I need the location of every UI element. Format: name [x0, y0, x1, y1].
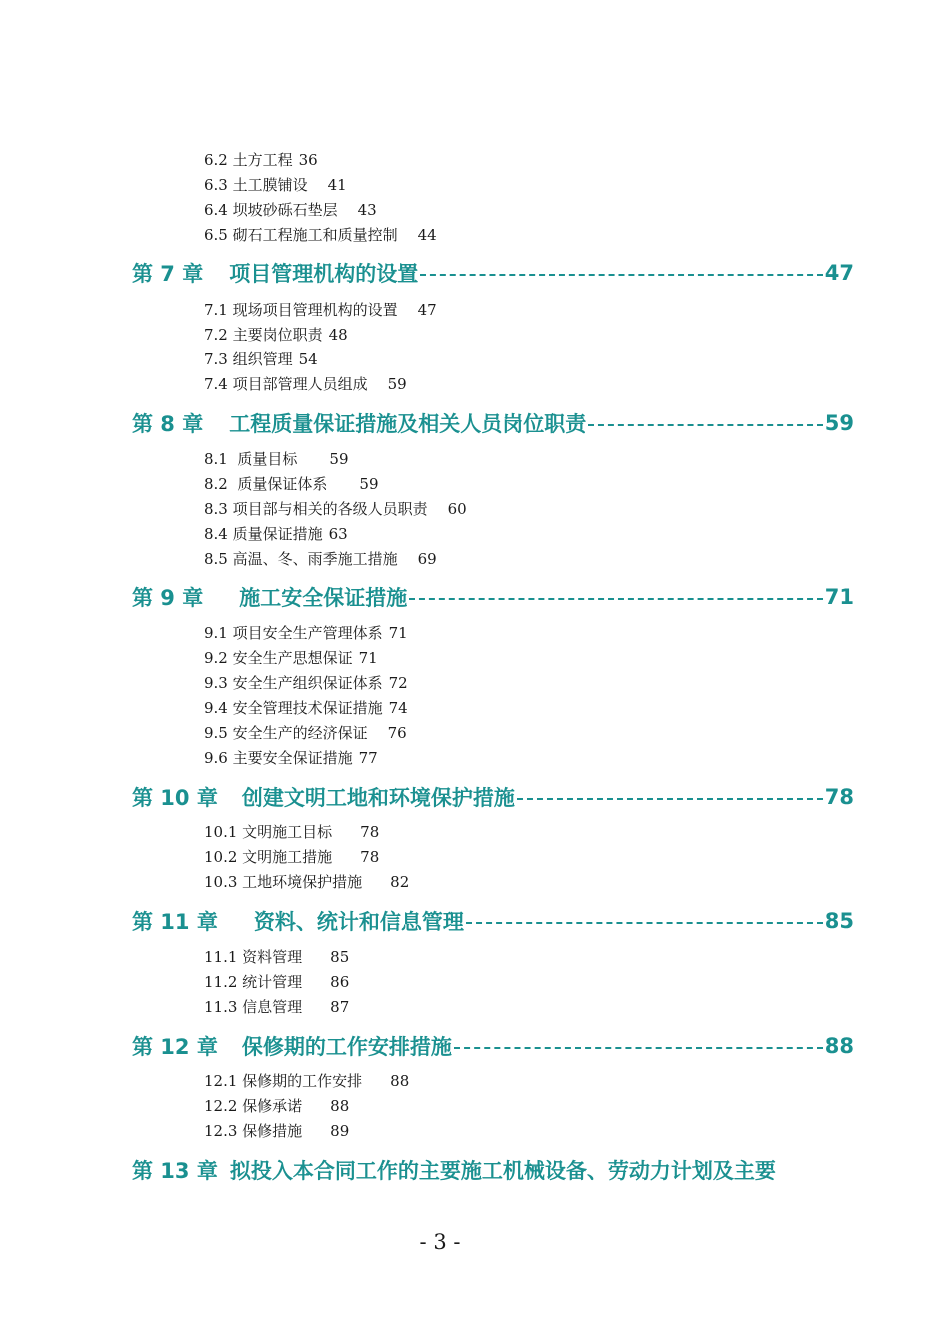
toc-item-7-1[interactable] [204, 301, 437, 319]
toc-item-page: 86 [330, 973, 350, 991]
toc-item-9-5[interactable] [204, 724, 407, 742]
toc-item-8-2[interactable] [204, 475, 379, 493]
toc-item-label: 7.4 项目部管理人员组成 [204, 375, 368, 393]
toc-item-label: 8.5 高温、冬、雨季施工措施 [204, 550, 398, 568]
chapter-page: 47 [824, 261, 854, 285]
toc-item-label: 9.3 安全生产组织保证体系 [204, 674, 383, 692]
toc-item-page: 59 [359, 475, 379, 493]
toc-item-8-1[interactable] [204, 450, 349, 468]
page-number: - 3 - [419, 1230, 461, 1254]
dot-leader [466, 922, 823, 924]
dot-leader [409, 598, 823, 600]
toc-item-label: 9.5 安全生产的经济保证 [204, 724, 368, 742]
toc-item-page: 78 [360, 823, 380, 841]
toc-chapter-7[interactable] [132, 259, 854, 287]
chapter-number: 第 13 章 [132, 1159, 218, 1183]
chapter-number: 第 8 章 [132, 412, 204, 436]
toc-item-label: 7.1 现场项目管理机构的设置 [204, 301, 398, 319]
toc-item-label: 6.3 土工膜铺设 [204, 176, 308, 194]
toc-item-9-4[interactable] [204, 699, 408, 717]
toc-item-label: 9.1 项目安全生产管理体系 [204, 624, 383, 642]
chapter-page: 78 [824, 785, 854, 809]
toc-item-page: 54 [298, 350, 318, 368]
toc-item-label: 9.6 主要安全保证措施 [204, 749, 353, 767]
toc-item-6-3[interactable] [204, 176, 347, 194]
toc-item-label: 8.3 项目部与相关的各级人员职责 [204, 500, 428, 518]
chapter-title: 资料、统计和信息管理 [253, 910, 464, 934]
chapter-title: 施工安全保证措施 [239, 586, 408, 610]
toc-item-label: 10.1 文明施工目标 [204, 823, 333, 841]
toc-item-label: 11.3 信息管理 [204, 998, 303, 1016]
toc-item-page: 88 [390, 1072, 410, 1090]
toc-item-label: 8.1 质量目标 [204, 450, 298, 468]
toc-item-page: 59 [387, 375, 407, 393]
toc-item-label: 8.2 质量保证体系 [204, 475, 328, 493]
toc-item-label: 10.3 工地环境保护措施 [204, 873, 363, 891]
toc-item-9-1[interactable] [204, 624, 408, 642]
chapter-number: 第 11 章 [132, 910, 218, 934]
toc-chapter-10[interactable] [132, 783, 854, 811]
toc-chapter-13[interactable] [132, 1156, 776, 1184]
toc-item-6-5[interactable] [204, 226, 437, 244]
toc-item-11-1[interactable] [204, 948, 349, 966]
toc-item-page: 44 [417, 226, 437, 244]
toc-item-label: 9.2 安全生产思想保证 [204, 649, 353, 667]
dot-leader [517, 798, 823, 800]
chapter-number: 第 7 章 [132, 262, 204, 286]
toc-item-12-3[interactable] [204, 1122, 349, 1140]
toc-item-page: 48 [328, 326, 348, 344]
toc-item-7-2[interactable] [204, 326, 348, 344]
toc-item-8-3[interactable] [204, 500, 467, 518]
toc-item-12-1[interactable] [204, 1072, 409, 1090]
toc-chapter-9[interactable] [132, 583, 854, 611]
chapter-number: 第 12 章 [132, 1035, 218, 1059]
chapter-title: 拟投入本合同工作的主要施工机械设备、劳动力计划及主要 [229, 1159, 776, 1183]
toc-item-page: 88 [330, 1097, 350, 1115]
toc-item-10-1[interactable] [204, 823, 379, 841]
chapter-title: 保修期的工作安排措施 [241, 1035, 452, 1059]
chapter-title: 项目管理机构的设置 [229, 262, 419, 286]
toc-item-8-4[interactable] [204, 525, 348, 543]
toc-item-11-3[interactable] [204, 998, 349, 1016]
toc-item-11-2[interactable] [204, 973, 349, 991]
toc-item-9-6[interactable] [204, 749, 378, 767]
toc-item-page: 72 [388, 674, 408, 692]
toc-item-label: 7.3 组织管理 [204, 350, 293, 368]
dot-leader [588, 424, 823, 426]
chapter-page: 71 [824, 585, 854, 609]
toc-item-9-2[interactable] [204, 649, 378, 667]
chapter-page: 85 [824, 909, 854, 933]
toc-item-page: 71 [388, 624, 408, 642]
toc-item-label: 12.1 保修期的工作安排 [204, 1072, 363, 1090]
dot-leader [420, 274, 823, 276]
toc-item-page: 87 [330, 998, 350, 1016]
toc-item-page: 36 [298, 151, 318, 169]
toc-item-page: 47 [417, 301, 437, 319]
chapter-title: 工程质量保证措施及相关人员岗位职责 [229, 412, 587, 436]
toc-item-label: 7.2 主要岗位职责 [204, 326, 323, 344]
toc-item-page: 63 [328, 525, 348, 543]
toc-item-label: 12.2 保修承诺 [204, 1097, 303, 1115]
chapter-number: 第 10 章 [132, 786, 218, 810]
toc-item-page: 77 [358, 749, 378, 767]
toc-chapter-8[interactable] [132, 409, 854, 437]
toc-item-label: 6.5 砌石工程施工和质量控制 [204, 226, 398, 244]
toc-item-page: 76 [387, 724, 407, 742]
toc-item-12-2[interactable] [204, 1097, 349, 1115]
toc-chapter-12[interactable] [132, 1032, 854, 1060]
toc-item-page: 69 [417, 550, 437, 568]
toc-item-page: 85 [330, 948, 350, 966]
toc-item-page: 59 [329, 450, 349, 468]
toc-item-7-3[interactable] [204, 350, 318, 368]
toc-item-page: 89 [330, 1122, 350, 1140]
chapter-number: 第 9 章 [132, 586, 204, 610]
dot-leader [454, 1047, 823, 1049]
toc-item-10-2[interactable] [204, 848, 379, 866]
chapter-title: 创建文明工地和环境保护措施 [241, 786, 515, 810]
toc-item-page: 71 [358, 649, 378, 667]
toc-item-6-2[interactable] [204, 151, 318, 169]
toc-item-8-5[interactable] [204, 550, 437, 568]
toc-item-page: 74 [388, 699, 408, 717]
toc-item-label: 9.4 安全管理技术保证措施 [204, 699, 383, 717]
toc-item-page: 41 [327, 176, 347, 194]
toc-item-label: 6.4 坝坡砂砾石垫层 [204, 201, 338, 219]
toc-item-6-4[interactable] [204, 201, 377, 219]
toc-item-9-3[interactable] [204, 674, 408, 692]
toc-item-page: 78 [360, 848, 380, 866]
toc-item-page: 43 [357, 201, 377, 219]
toc-item-label: 11.2 统计管理 [204, 973, 303, 991]
toc-item-10-3[interactable] [204, 873, 409, 891]
toc-item-label: 8.4 质量保证措施 [204, 525, 323, 543]
toc-item-page: 82 [390, 873, 410, 891]
toc-item-7-4[interactable] [204, 375, 407, 393]
toc-item-label: 12.3 保修措施 [204, 1122, 303, 1140]
toc-item-label: 6.2 土方工程 [204, 151, 293, 169]
chapter-page: 88 [824, 1034, 854, 1058]
chapter-page: 59 [824, 411, 854, 435]
toc-item-page: 60 [447, 500, 467, 518]
toc-chapter-11[interactable] [132, 907, 854, 935]
toc-item-label: 11.1 资料管理 [204, 948, 303, 966]
toc-item-label: 10.2 文明施工措施 [204, 848, 333, 866]
